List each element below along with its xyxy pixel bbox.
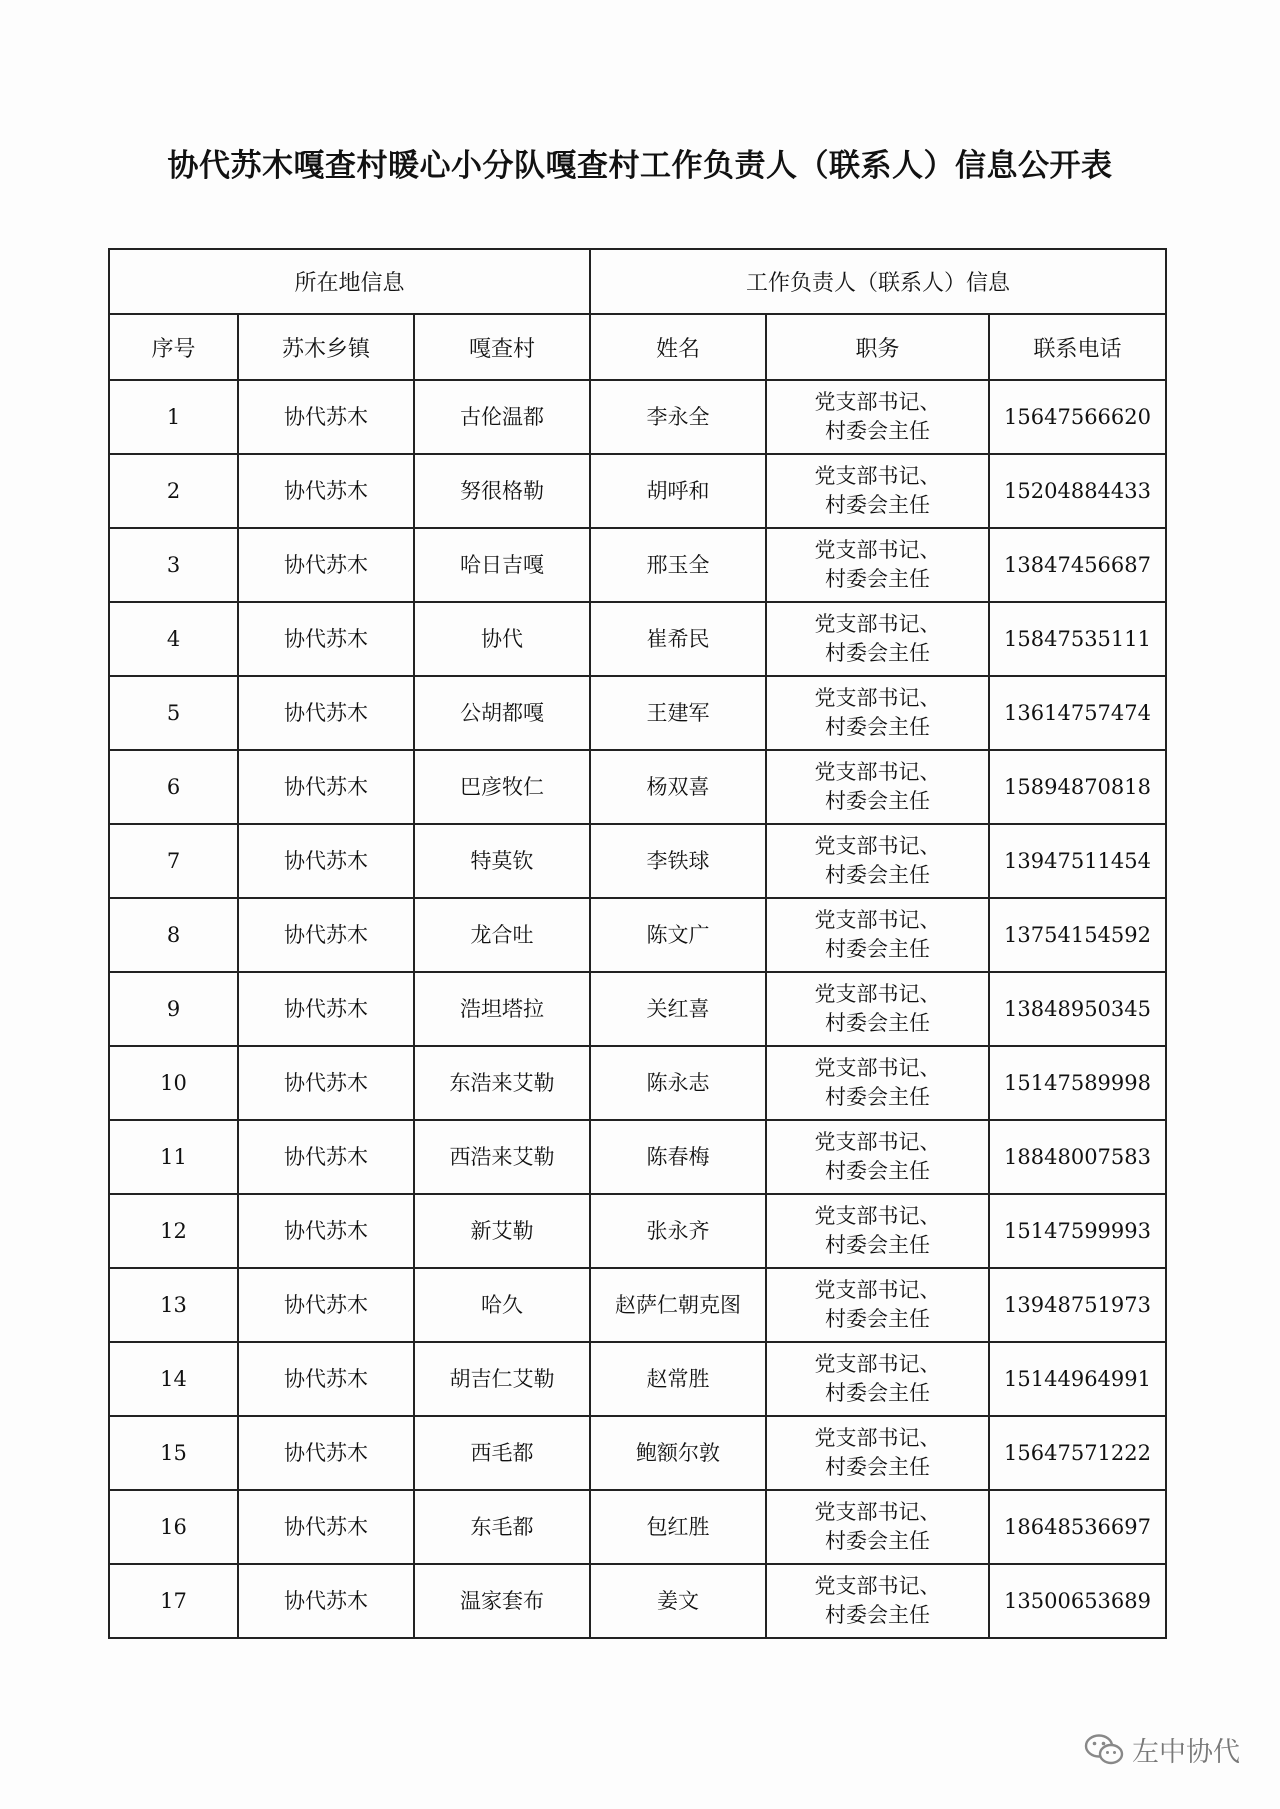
cell-town: 协代苏木 [238,528,414,602]
role-line-1: 党支部书记、 [814,1204,941,1228]
table-row [109,380,1166,454]
cell-no: 13 [109,1268,238,1342]
cell-role [766,1194,989,1268]
cell-role [766,1490,989,1564]
column-header-name: 姓名 [590,314,766,380]
cell-village: 巴彦牧仁 [414,750,590,824]
role-line-2: 村委会主任 [825,789,931,813]
cell-town: 协代苏木 [238,1564,414,1638]
role-line-1: 党支部书记、 [814,982,941,1006]
cell-role [766,602,989,676]
cell-no: 12 [109,1194,238,1268]
cell-name: 王建军 [590,676,766,750]
cell-phone: 18648536697 [989,1490,1166,1564]
cell-name: 陈永志 [590,1046,766,1120]
column-header-role: 职务 [766,314,989,380]
group-header-location: 所在地信息 [109,249,590,314]
contact-table [108,248,1167,1639]
cell-phone: 15647566620 [989,380,1166,454]
cell-village: 古伦温都 [414,380,590,454]
group-header-contact: 工作负责人（联系人）信息 [590,249,1166,314]
cell-name: 李永全 [590,380,766,454]
cell-name: 杨双喜 [590,750,766,824]
cell-phone: 13500653689 [989,1564,1166,1638]
table-row [109,824,1166,898]
cell-town: 协代苏木 [238,1120,414,1194]
cell-phone: 15847535111 [989,602,1166,676]
table-row [109,1046,1166,1120]
cell-phone: 15147599993 [989,1194,1166,1268]
cell-no: 3 [109,528,238,602]
cell-name: 陈文广 [590,898,766,972]
cell-role [766,1416,989,1490]
role-line-2: 村委会主任 [825,937,931,961]
role-line-2: 村委会主任 [825,715,931,739]
cell-role [766,1564,989,1638]
cell-town: 协代苏木 [238,1194,414,1268]
cell-no: 4 [109,602,238,676]
cell-village: 东浩来艾勒 [414,1046,590,1120]
cell-village: 努很格勒 [414,454,590,528]
cell-no: 8 [109,898,238,972]
table-row [109,454,1166,528]
role-line-1: 党支部书记、 [814,1574,941,1598]
cell-town: 协代苏木 [238,824,414,898]
cell-role [766,750,989,824]
cell-name: 邢玉全 [590,528,766,602]
table-row [109,676,1166,750]
role-line-2: 村委会主任 [825,1603,931,1627]
cell-role [766,824,989,898]
cell-phone: 13847456687 [989,528,1166,602]
cell-name: 包红胜 [590,1490,766,1564]
table-row [109,898,1166,972]
role-line-2: 村委会主任 [825,1085,931,1109]
table-row [109,1490,1166,1564]
cell-no: 6 [109,750,238,824]
cell-phone: 15647571222 [989,1416,1166,1490]
role-line-1: 党支部书记、 [814,612,941,636]
role-line-1: 党支部书记、 [814,760,941,784]
cell-no: 11 [109,1120,238,1194]
page-title: 协代苏木嘎查村暖心小分队嘎查村工作负责人（联系人）信息公开表 [167,148,1113,184]
cell-phone: 15144964991 [989,1342,1166,1416]
role-line-2: 村委会主任 [825,641,931,665]
cell-no: 9 [109,972,238,1046]
role-line-2: 村委会主任 [825,1159,931,1183]
role-line-1: 党支部书记、 [814,908,941,932]
cell-village: 温家套布 [414,1564,590,1638]
cell-name: 胡呼和 [590,454,766,528]
cell-role [766,898,989,972]
cell-village: 公胡都嘎 [414,676,590,750]
cell-name: 关红喜 [590,972,766,1046]
cell-village: 哈久 [414,1268,590,1342]
cell-town: 协代苏木 [238,602,414,676]
cell-name: 赵萨仁朝克图 [590,1268,766,1342]
role-line-1: 党支部书记、 [814,1130,941,1154]
cell-town: 协代苏木 [238,380,414,454]
cell-village: 新艾勒 [414,1194,590,1268]
table-row [109,602,1166,676]
role-line-2: 村委会主任 [825,493,931,517]
table-row [109,750,1166,824]
cell-village: 浩坦塔拉 [414,972,590,1046]
cell-village: 西毛都 [414,1416,590,1490]
role-line-2: 村委会主任 [825,1381,931,1405]
cell-name: 崔希民 [590,602,766,676]
cell-no: 16 [109,1490,238,1564]
cell-name: 赵常胜 [590,1342,766,1416]
cell-town: 协代苏木 [238,1342,414,1416]
role-line-2: 村委会主任 [825,1455,931,1479]
cell-no: 17 [109,1564,238,1638]
column-header-town: 苏木乡镇 [238,314,414,380]
cell-town: 协代苏木 [238,972,414,1046]
cell-town: 协代苏木 [238,1416,414,1490]
cell-role [766,972,989,1046]
table-row [109,1342,1166,1416]
table-row [109,1120,1166,1194]
cell-village: 协代 [414,602,590,676]
cell-name: 李铁球 [590,824,766,898]
cell-role [766,454,989,528]
cell-town: 协代苏木 [238,898,414,972]
cell-no: 14 [109,1342,238,1416]
cell-no: 15 [109,1416,238,1490]
role-line-1: 党支部书记、 [814,1056,941,1080]
column-header-phone: 联系电话 [989,314,1166,380]
table-row [109,1416,1166,1490]
cell-town: 协代苏木 [238,1046,414,1120]
cell-village: 龙合吐 [414,898,590,972]
table-row [109,528,1166,602]
column-header-village: 嘎查村 [414,314,590,380]
cell-village: 西浩来艾勒 [414,1120,590,1194]
cell-name: 姜文 [590,1564,766,1638]
column-header-no: 序号 [109,314,238,380]
cell-phone: 13754154592 [989,898,1166,972]
cell-phone: 15894870818 [989,750,1166,824]
role-line-1: 党支部书记、 [814,686,941,710]
role-line-2: 村委会主任 [825,863,931,887]
cell-no: 7 [109,824,238,898]
table-row [109,1564,1166,1638]
cell-no: 2 [109,454,238,528]
cell-role [766,1120,989,1194]
cell-town: 协代苏木 [238,1490,414,1564]
cell-no: 1 [109,380,238,454]
cell-town: 协代苏木 [238,1268,414,1342]
cell-town: 协代苏木 [238,454,414,528]
cell-town: 协代苏木 [238,676,414,750]
watermark [1084,1730,1240,1769]
role-line-1: 党支部书记、 [814,464,941,488]
cell-name: 张永齐 [590,1194,766,1268]
role-line-2: 村委会主任 [825,419,931,443]
cell-phone: 13948751973 [989,1268,1166,1342]
cell-role [766,380,989,454]
cell-role [766,1342,989,1416]
cell-role [766,528,989,602]
role-line-1: 党支部书记、 [814,390,941,414]
cell-village: 胡吉仁艾勒 [414,1342,590,1416]
wechat-icon [1084,1733,1124,1767]
role-line-2: 村委会主任 [825,1529,931,1553]
cell-name: 陈春梅 [590,1120,766,1194]
cell-no: 5 [109,676,238,750]
role-line-2: 村委会主任 [825,567,931,591]
role-line-1: 党支部书记、 [814,1352,941,1376]
cell-phone: 15204884433 [989,454,1166,528]
role-line-2: 村委会主任 [825,1233,931,1257]
role-line-2: 村委会主任 [825,1011,931,1035]
cell-town: 协代苏木 [238,750,414,824]
cell-phone: 13848950345 [989,972,1166,1046]
role-line-1: 党支部书记、 [814,834,941,858]
cell-name: 鲍额尔敦 [590,1416,766,1490]
cell-role [766,1046,989,1120]
table-row [109,972,1166,1046]
cell-phone: 18848007583 [989,1120,1166,1194]
cell-phone: 15147589998 [989,1046,1166,1120]
role-line-1: 党支部书记、 [814,1278,941,1302]
watermark-text: 左中协代 [1132,1737,1240,1768]
cell-village: 特莫钦 [414,824,590,898]
table-row [109,1194,1166,1268]
cell-village: 哈日吉嘎 [414,528,590,602]
cell-phone: 13614757474 [989,676,1166,750]
cell-no: 10 [109,1046,238,1120]
role-line-2: 村委会主任 [825,1307,931,1331]
role-line-1: 党支部书记、 [814,1426,941,1450]
cell-role [766,1268,989,1342]
cell-village: 东毛都 [414,1490,590,1564]
cell-role [766,676,989,750]
cell-phone: 13947511454 [989,824,1166,898]
table-row [109,1268,1166,1342]
role-line-1: 党支部书记、 [814,538,941,562]
role-line-1: 党支部书记、 [814,1500,941,1524]
